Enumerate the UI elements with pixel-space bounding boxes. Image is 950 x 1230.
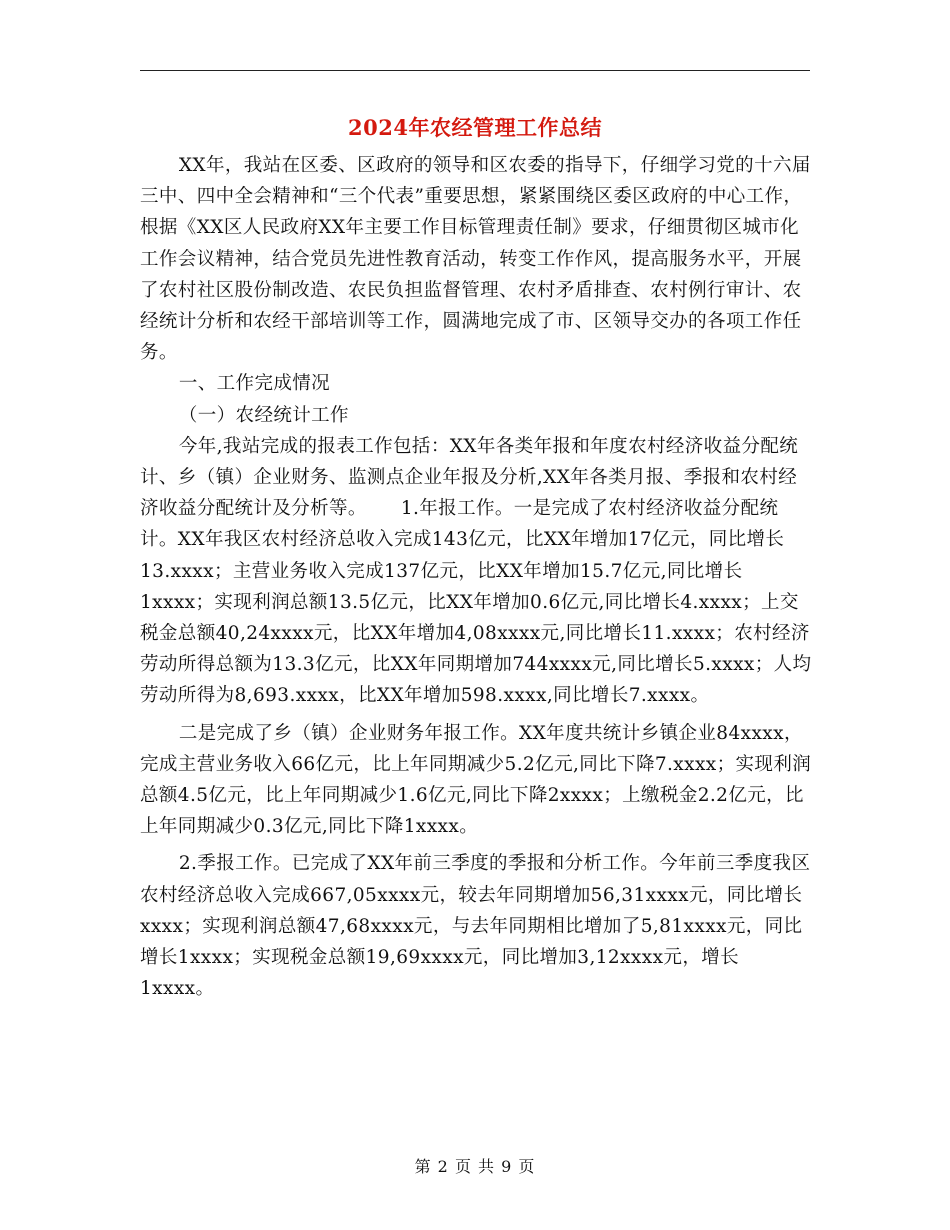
section-heading: 一、工作完成情况 bbox=[178, 373, 331, 395]
township-enterprise-paragraph: 二是完成了乡（镇）企业财务年报工作。XX年度共统计乡镇企业84xxxx，完成主营业务收入66亿元，比上年同期减少5.2亿元,同比下降7.xxxx；实现利润总额4.5亿元，比上年同期减少1.6亿元,同比下降2xxxx；上缴税金2.2亿元，比上年同期减少0.3亿元,同比下降1xxxx。 bbox=[140, 722, 812, 838]
intro-paragraph: XX年，我站在区委、区政府的领导和区农委的指导下，仔细学习党的十六届三中、四中全会精神和“三个代表”重要思想，紧紧围绕区委区政府的中心工作，根据《XX区人民政府XX年主要工作目标管理责任制》要求，仔细贯彻区城市化工作会议精神，结合党员先进性教育活动，转变工作作风，提高服务水平，开展了农村社区股份制改造、农民负担监督管理、农村矛盾排查、农村例行审计、农经统计分析和农经干部培训等工作，圆满地完成了市、区领导交办的各项工作任务。 bbox=[140, 155, 811, 364]
report-summary-text: 今年,我站完成的报表工作包括：XX年各类年报和年度农村经济收益分配统计、乡（镇）企业财务、监测点企业年报及分析,XX年各类月报、季报和农村经济收益分配统计及分析等。 bbox=[140, 435, 799, 520]
subsection-heading: （一）农经统计工作 bbox=[178, 404, 349, 426]
document-body bbox=[140, 150, 812, 1004]
statistics-paragraph bbox=[140, 431, 812, 712]
annual-report-text: 1.年报工作。一是完成了农村经济收益分配统计。XX年我区农村经济总收入完成143亿元，比XX年增加17亿元，同比增长13.xxxx；主营业务收入完成137亿元，比XX年增加15.7亿元,同比增长1xxxx；实现利润总额13.5亿元，比XX年增加0.6亿元,同比增长4.xxxx；上交税金总额40,24xxxx元，比XX年增加4,08xxxx元,同比增长11.xxxx；农村经济劳动所得总额为13.3亿元，比XX年同期增加744xxxx元,同比增长5.xxxx；人均劳动所得为8,693.xxxx，比XX年增加598.xxxx,同比增长7.xxxx。 bbox=[140, 498, 812, 707]
page-number: 第 2 页 共 9 页 bbox=[414, 1157, 536, 1176]
document-title: 2024年农经管理工作总结 bbox=[348, 115, 602, 140]
header-rule bbox=[140, 70, 810, 71]
quarterly-report-paragraph: 2.季报工作。已完成了XX年前三季度的季报和分析工作。今年前三季度我区农村经济总收入完成667,05xxxx元，较去年同期增加56,31xxxx元，同比增长xxxx；实现利润总额47,68xxxx元，与去年同期相比增加了5,81xxxx元，同比增长1xxxx；实现税金总额19,69xxxx元，同比增加3,12xxxx元，增长1xxxx。 bbox=[140, 853, 811, 1000]
